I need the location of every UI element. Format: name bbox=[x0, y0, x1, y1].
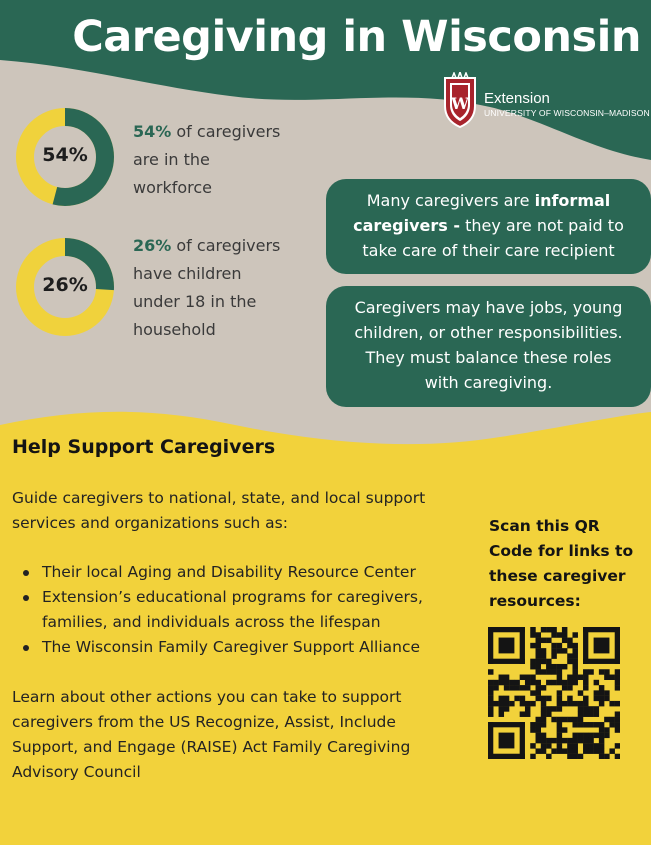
bullet-icon bbox=[23, 570, 29, 576]
qr-label-line-2: Code for links to bbox=[489, 542, 634, 560]
callout-informal-line-2: they are not paid to bbox=[460, 216, 624, 235]
workforce-stat-line-3: workforce bbox=[133, 178, 213, 197]
qr-code-icon[interactable] bbox=[488, 627, 620, 759]
callout-informal-bold-1: informal bbox=[534, 191, 611, 210]
bullet-icon bbox=[23, 645, 29, 651]
qr-label-line-4: resources: bbox=[489, 592, 581, 610]
uw-extension-logo bbox=[440, 70, 650, 130]
informal-caregivers-callout bbox=[326, 179, 651, 274]
callout-balance-line-3: They must balance these roles bbox=[365, 348, 612, 367]
help-intro-line-2: services and organizations such as: bbox=[12, 514, 288, 532]
crest-letter: W bbox=[451, 94, 469, 113]
list-item bbox=[12, 585, 482, 635]
children-stat-line-4: household bbox=[133, 320, 216, 339]
children-stat-bold: 26% bbox=[133, 236, 172, 255]
uw-crest-icon bbox=[442, 72, 478, 128]
help-section-title: Help Support Caregivers bbox=[12, 436, 276, 458]
list-item bbox=[12, 635, 482, 660]
raise-line-1: Learn about other actions you can take to support bbox=[12, 688, 402, 706]
raise-act-paragraph bbox=[12, 685, 482, 785]
callout-informal-line-3: take care of their care recipient bbox=[362, 241, 615, 260]
callout-informal-line-1: Many caregivers are bbox=[366, 191, 535, 210]
workforce-stat-text bbox=[133, 118, 313, 202]
children-percent: 26% bbox=[42, 274, 88, 296]
qr-label-line-3: these caregiver bbox=[489, 567, 626, 585]
workforce-stat-line-1: of caregivers bbox=[171, 122, 281, 141]
page-title: Caregiving in Wisconsin bbox=[72, 12, 641, 62]
list-item-text-continued: families, and individuals across the lifespan bbox=[42, 613, 381, 631]
list-item-text: Extension’s educational programs for caregivers, bbox=[42, 588, 423, 606]
workforce-stat-bold: 54% bbox=[133, 122, 172, 141]
children-stat-line-1: of caregivers bbox=[171, 236, 281, 255]
workforce-stat-line-2: are in the bbox=[133, 150, 210, 169]
raise-line-2: caregivers from the US Recognize, Assist, Include bbox=[12, 713, 396, 731]
raise-line-3: Support, and Engage (RAISE) Act Family Caregiving bbox=[12, 738, 411, 756]
logo-subtitle: UNIVERSITY OF WISCONSIN–MADISON bbox=[484, 108, 650, 118]
list-item bbox=[12, 560, 482, 585]
children-stat-line-3: under 18 in the bbox=[133, 292, 257, 311]
list-item-text: The Wisconsin Family Caregiver Support Alliance bbox=[42, 638, 421, 656]
qr-label bbox=[489, 514, 649, 614]
support-resources-list bbox=[12, 560, 482, 660]
callout-informal-bold-2: caregivers - bbox=[353, 216, 460, 235]
balance-roles-callout bbox=[326, 286, 651, 407]
help-intro bbox=[12, 486, 482, 536]
callout-balance-line-2: children, or other responsibilities. bbox=[354, 323, 623, 342]
raise-line-4: Advisory Council bbox=[12, 763, 141, 781]
qr-label-line-1: Scan this QR bbox=[489, 517, 600, 535]
list-item-text: Their local Aging and Disability Resource Center bbox=[42, 563, 416, 581]
bullet-icon bbox=[23, 595, 29, 601]
workforce-percent: 54% bbox=[42, 144, 88, 166]
children-stat-line-2: have children bbox=[133, 264, 242, 283]
help-intro-line-1: Guide caregivers to national, state, and local support bbox=[12, 489, 426, 507]
callout-balance-line-4: with caregiving. bbox=[424, 373, 553, 392]
logo-name: Extension bbox=[484, 90, 550, 107]
callout-balance-line-1: Caregivers may have jobs, young bbox=[354, 298, 623, 317]
children-stat-text bbox=[133, 232, 313, 344]
